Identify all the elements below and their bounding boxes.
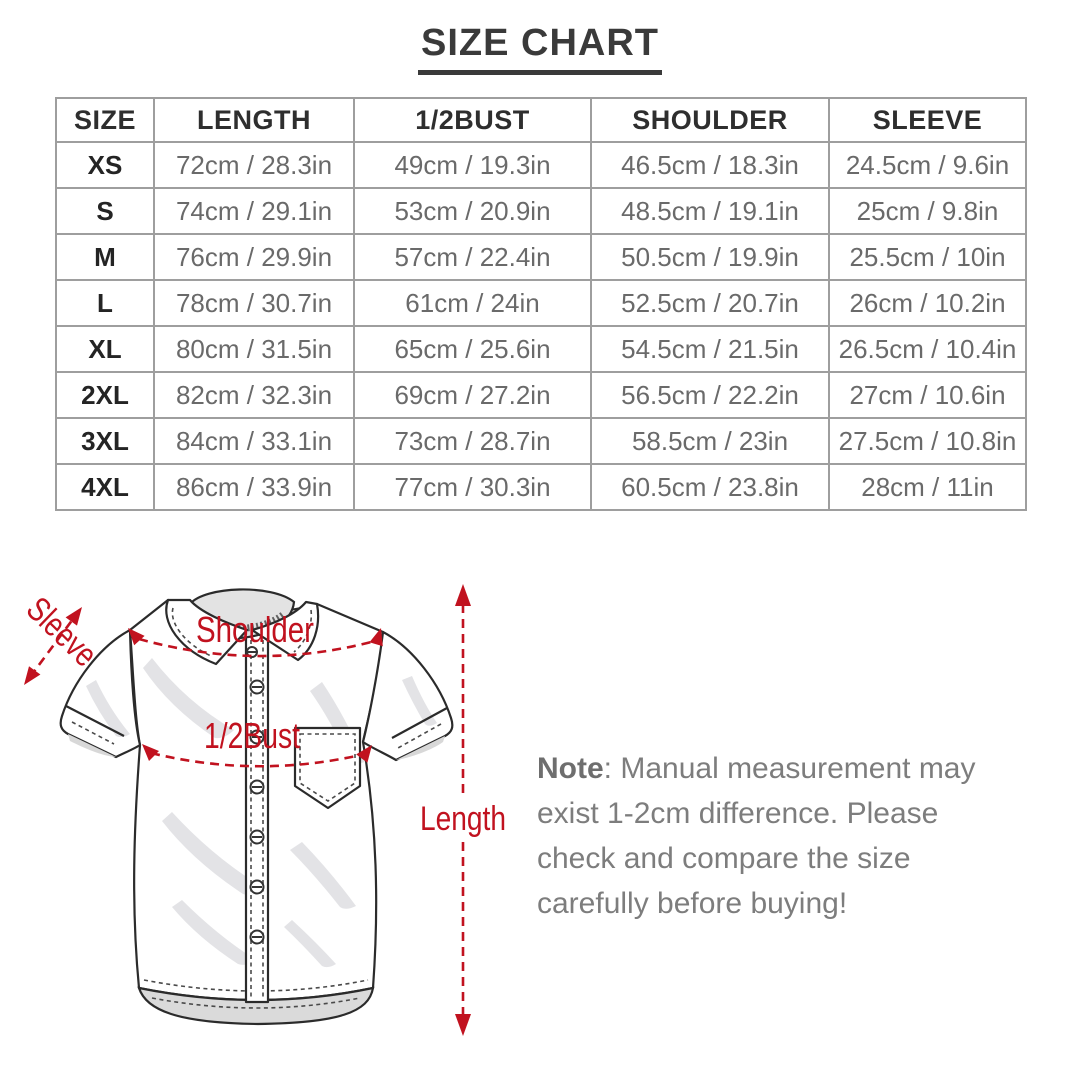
col-header-sleeve: SLEEVE — [829, 98, 1026, 142]
length-cell: 84cm / 33.1in — [154, 418, 354, 464]
length-cell: 74cm / 29.1in — [154, 188, 354, 234]
size-cell: M — [56, 234, 154, 280]
length-cell: 78cm / 30.7in — [154, 280, 354, 326]
note-text — [537, 746, 999, 926]
sleeve-cell: 26.5cm / 10.4in — [829, 326, 1026, 372]
bust-cell: 77cm / 30.3in — [354, 464, 591, 510]
bust-cell: 49cm / 19.3in — [354, 142, 591, 188]
sleeve-cell: 28cm / 11in — [829, 464, 1026, 510]
col-header-length: LENGTH — [154, 98, 354, 142]
bust-cell: 65cm / 25.6in — [354, 326, 591, 372]
size-cell: 2XL — [56, 372, 154, 418]
table-row — [56, 142, 1026, 188]
shoulder-cell: 58.5cm / 23in — [591, 418, 829, 464]
sleeve-cell: 27cm / 10.6in — [829, 372, 1026, 418]
col-header-bust: 1/2BUST — [354, 98, 591, 142]
sleeve-label: Sleeve — [18, 589, 121, 690]
table-row — [56, 418, 1026, 464]
bust-label: 1/2Bust — [204, 715, 300, 756]
shoulder-cell: 56.5cm / 22.2in — [591, 372, 829, 418]
bust-cell: 57cm / 22.4in — [354, 234, 591, 280]
table-row — [56, 326, 1026, 372]
size-cell: L — [56, 280, 154, 326]
sleeve-cell: 25cm / 9.8in — [829, 188, 1026, 234]
size-cell: 4XL — [56, 464, 154, 510]
length-cell: 80cm / 31.5in — [154, 326, 354, 372]
table-row — [56, 464, 1026, 510]
shoulder-cell: 46.5cm / 18.3in — [591, 142, 829, 188]
table-row — [56, 280, 1026, 326]
size-cell: XS — [56, 142, 154, 188]
sleeve-cell: 25.5cm / 10in — [829, 234, 1026, 280]
sleeve-cell: 27.5cm / 10.8in — [829, 418, 1026, 464]
length-cell: 72cm / 28.3in — [154, 142, 354, 188]
page-title-wrap — [0, 22, 1080, 75]
table-header-row — [56, 98, 1026, 142]
sleeve-cell: 24.5cm / 9.6in — [829, 142, 1026, 188]
size-cell: S — [56, 188, 154, 234]
bust-cell: 73cm / 28.7in — [354, 418, 591, 464]
length-cell: 86cm / 33.9in — [154, 464, 354, 510]
shirt-measurement-diagram — [0, 560, 540, 1080]
length-label: Length — [420, 800, 506, 838]
bust-cell: 53cm / 20.9in — [354, 188, 591, 234]
page-title: SIZE CHART — [418, 22, 662, 75]
shoulder-label: Shoulder — [196, 609, 315, 650]
shoulder-cell: 60.5cm / 23.8in — [591, 464, 829, 510]
col-header-size: SIZE — [56, 98, 154, 142]
col-header-shoulder: SHOULDER — [591, 98, 829, 142]
size-table — [55, 97, 1027, 511]
length-cell: 82cm / 32.3in — [154, 372, 354, 418]
sleeve-cell: 26cm / 10.2in — [829, 280, 1026, 326]
shoulder-cell: 50.5cm / 19.9in — [591, 234, 829, 280]
note-body: : Manual measurement may exist 1-2cm difference. Please check and compare the size carefully before buying! — [537, 752, 976, 920]
note-label: Note — [537, 752, 604, 785]
bust-cell: 69cm / 27.2in — [354, 372, 591, 418]
table-row — [56, 234, 1026, 280]
length-cell: 76cm / 29.9in — [154, 234, 354, 280]
bust-cell: 61cm / 24in — [354, 280, 591, 326]
shoulder-cell: 52.5cm / 20.7in — [591, 280, 829, 326]
shoulder-cell: 54.5cm / 21.5in — [591, 326, 829, 372]
table-row — [56, 188, 1026, 234]
shoulder-cell: 48.5cm / 19.1in — [591, 188, 829, 234]
table-row — [56, 372, 1026, 418]
size-cell: XL — [56, 326, 154, 372]
size-cell: 3XL — [56, 418, 154, 464]
